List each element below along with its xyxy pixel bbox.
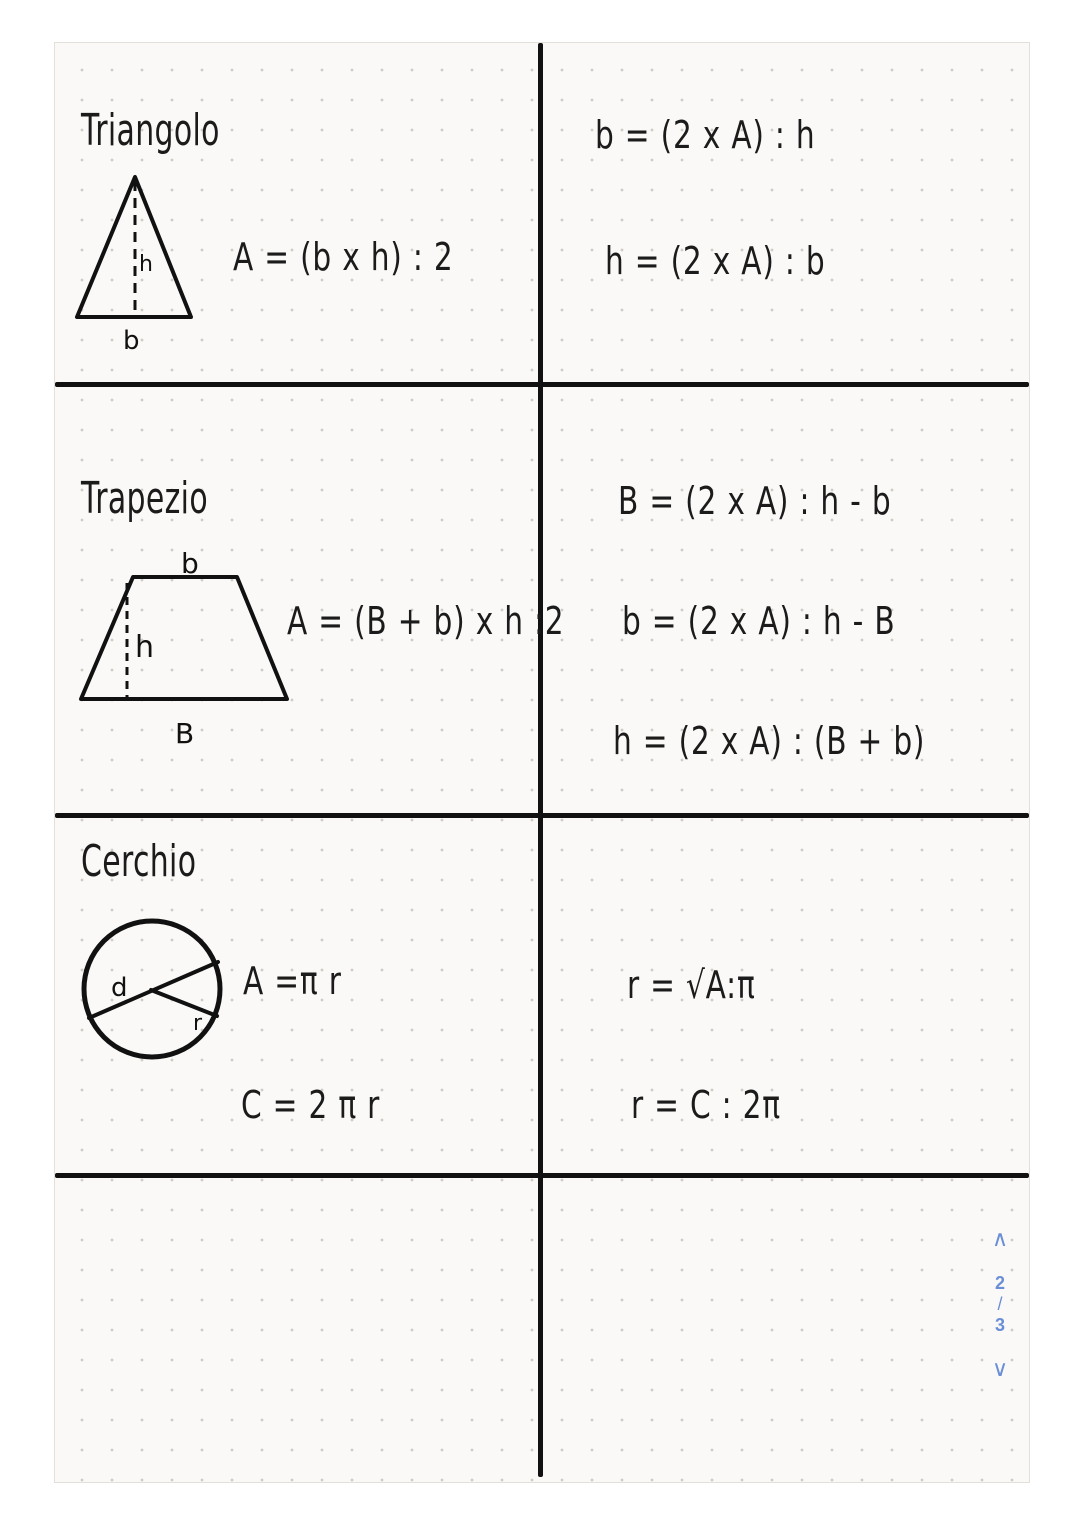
trapezoid-figure-icon <box>77 543 297 750</box>
horizontal-divider-3 <box>55 1173 1029 1178</box>
triangle-title: Triangolo <box>81 105 220 156</box>
total-pages-number: 3 <box>994 1315 1005 1335</box>
circle-title: Cerchio <box>81 836 197 887</box>
triangle-base-label: b <box>123 326 140 356</box>
circle-diameter-label: d <box>111 973 128 1003</box>
trapezoid-small-base-label: b <box>181 547 199 580</box>
circle-circumference-formula: C = 2 π r <box>241 1083 381 1127</box>
triangle-height-label: h <box>139 252 153 277</box>
circle-inverse-formula-2: r = C : 2π <box>631 1083 781 1127</box>
circle-area-formula: A =π r <box>243 959 342 1003</box>
trapezoid-inverse-formula-2: b = (2 x A) : h - B <box>622 599 896 643</box>
trapezoid-inverse-formula-1: B = (2 x A) : h - b <box>618 479 892 523</box>
triangle-inverse-formula-1: b = (2 x A) : h <box>595 113 816 157</box>
notebook-page <box>55 43 1029 1482</box>
trapezoid-big-base-label: B <box>175 717 195 750</box>
triangle-area-formula: A = (b x h) : 2 <box>233 235 454 279</box>
circle-inverse-formula-1: r = √A:π <box>627 963 756 1007</box>
page-separator: / <box>997 1294 1003 1314</box>
trapezoid-height-label: h <box>135 630 155 665</box>
vertical-divider <box>538 43 543 1477</box>
trapezoid-inverse-formula-3: h = (2 x A) : (B + b) <box>613 719 926 763</box>
chevron-up-icon[interactable]: ∧ <box>991 1226 1009 1251</box>
page-navigator <box>985 1228 1015 1398</box>
triangle-figure-icon <box>73 173 198 356</box>
triangle-inverse-formula-2: h = (2 x A) : b <box>605 239 826 283</box>
trapezoid-title: Trapezio <box>81 473 208 524</box>
current-page-number: 2 <box>994 1273 1005 1293</box>
horizontal-divider-1 <box>55 382 1029 387</box>
circle-figure-icon <box>81 918 231 1068</box>
circle-radius-label: r <box>193 1011 203 1036</box>
chevron-down-icon[interactable]: ∨ <box>991 1356 1009 1381</box>
trapezoid-area-formula: A = (B + b) x h :2 <box>287 599 565 643</box>
horizontal-divider-2 <box>55 813 1029 818</box>
